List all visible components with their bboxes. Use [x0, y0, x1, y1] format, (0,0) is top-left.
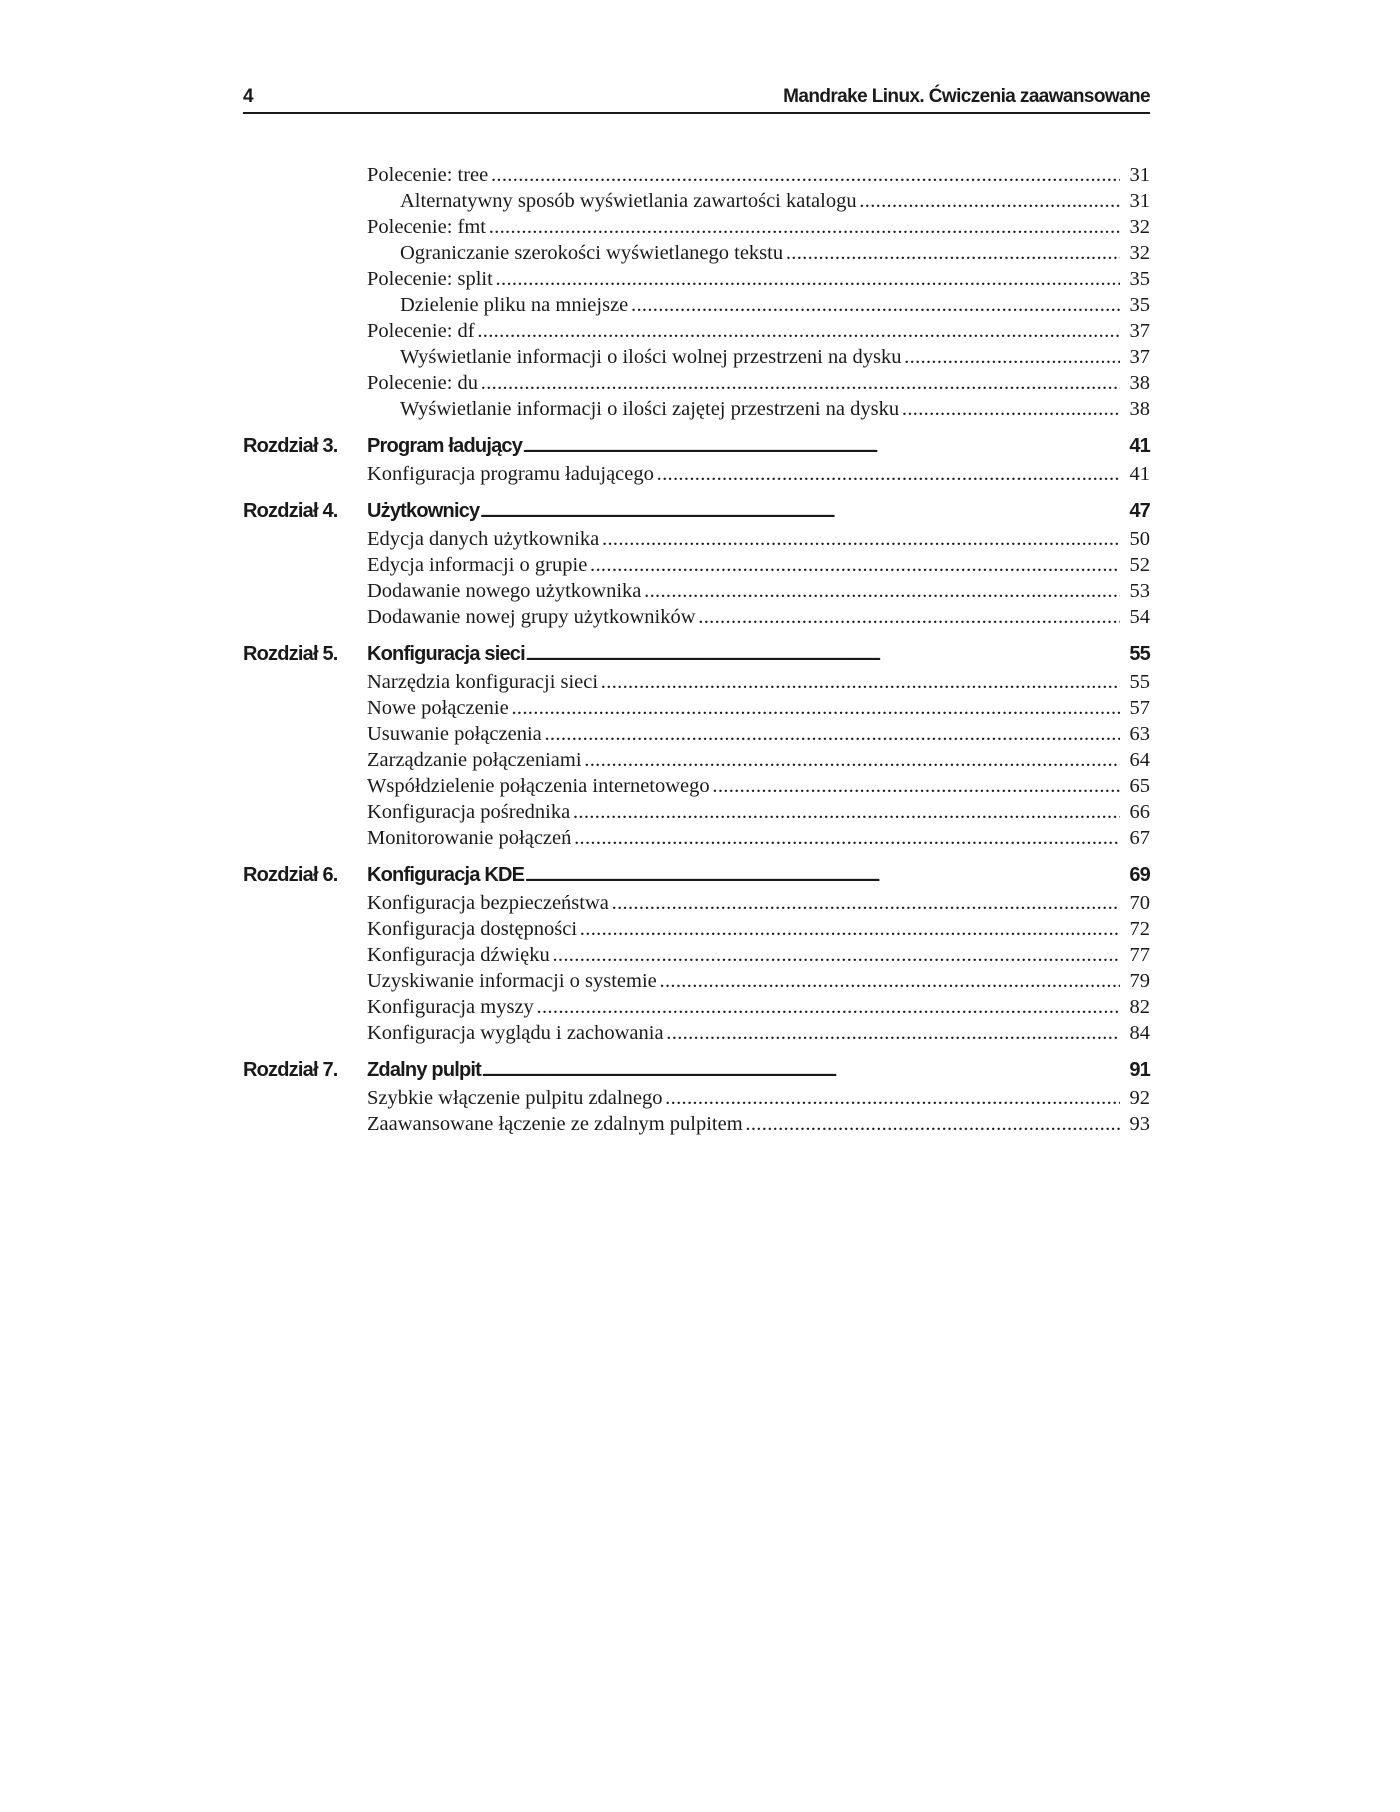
entry-title: Konfiguracja bezpieczeństwa . . .	[367, 890, 1120, 916]
book-title: Mandrake Linux. Ćwiczenia zaawansowane	[783, 86, 1150, 107]
toc-section	[243, 214, 1150, 240]
entry-page-number: 38	[1129, 398, 1150, 420]
entry-page-number: 32	[1129, 216, 1150, 238]
entry-title: Szybkie włączenie pulpitu zdalnego . . .	[367, 1085, 1120, 1111]
entry-page-number: 50	[1129, 528, 1150, 550]
entry-title: Konfiguracja wyglądu i zachowania . . .	[367, 1020, 1120, 1046]
entry-title: Zaawansowane łączenie ze zdalnym pulpitem . . .	[367, 1111, 1120, 1137]
toc-chapter	[243, 431, 1150, 461]
toc-section	[243, 695, 1150, 721]
entry-page-number: 52	[1129, 554, 1150, 576]
toc-section	[243, 799, 1150, 825]
entry-title: Polecenie: du . . .	[367, 370, 1120, 396]
toc-section	[243, 370, 1150, 396]
toc-section	[243, 526, 1150, 552]
toc-section	[243, 968, 1150, 994]
entry-title: Polecenie: split . . .	[367, 266, 1120, 292]
entry-title: Alternatywny sposób wyświetlania zawartości katalogu . . .	[400, 188, 1120, 214]
entry-title: Konfiguracja sieci .....	[367, 639, 1124, 670]
page-number: 4	[243, 86, 253, 107]
chapter-label: Rozdział 4.	[243, 500, 338, 522]
entry-page-number: 31	[1129, 190, 1150, 212]
entry-page-number: 41	[1129, 435, 1150, 457]
chapter-label: Rozdział 5.	[243, 643, 338, 665]
entry-title: Wyświetlanie informacji o ilości zajętej przestrzeni na dysku . . .	[400, 396, 1120, 422]
entry-title: Polecenie: fmt . . .	[367, 214, 1120, 240]
entry-title: Zarządzanie połączeniami . . .	[367, 747, 1120, 773]
entry-page-number: 69	[1129, 864, 1150, 886]
toc-section	[243, 461, 1150, 487]
toc-section	[243, 773, 1150, 799]
toc-section	[243, 942, 1150, 968]
toc-section	[243, 1020, 1150, 1046]
toc-section	[243, 1085, 1150, 1111]
entry-page-number: 37	[1129, 320, 1150, 342]
entry-title: Usuwanie połączenia . . .	[367, 721, 1120, 747]
entry-page-number: 38	[1129, 372, 1150, 394]
entry-page-number: 64	[1129, 749, 1150, 771]
toc-subsection	[243, 396, 1150, 422]
toc-subsection	[243, 188, 1150, 214]
entry-page-number: 72	[1129, 918, 1150, 940]
entry-title: Program ładujący .....	[367, 431, 1124, 462]
entry-page-number: 67	[1129, 827, 1150, 849]
entry-page-number: 55	[1129, 671, 1150, 693]
toc-section	[243, 318, 1150, 344]
entry-page-number: 55	[1129, 643, 1150, 665]
entry-title: Konfiguracja dźwięku . . .	[367, 942, 1120, 968]
entry-title: Współdzielenie połączenia internetowego . . .	[367, 773, 1120, 799]
entry-page-number: 35	[1129, 268, 1150, 290]
toc-subsection	[243, 292, 1150, 318]
running-header	[243, 84, 1150, 114]
toc-chapter	[243, 639, 1150, 669]
entry-title: Monitorowanie połączeń . . .	[367, 825, 1120, 851]
entry-page-number: 77	[1129, 944, 1150, 966]
entry-title: Uzyskiwanie informacji o systemie . . .	[367, 968, 1120, 994]
entry-page-number: 41	[1129, 463, 1150, 485]
entry-title: Ograniczanie szerokości wyświetlanego tekstu . . .	[400, 240, 1120, 266]
entry-page-number: 70	[1129, 892, 1150, 914]
toc-section	[243, 994, 1150, 1020]
toc-subsection	[243, 240, 1150, 266]
chapter-label: Rozdział 6.	[243, 864, 338, 886]
entry-page-number: 54	[1129, 606, 1150, 628]
entry-page-number: 82	[1129, 996, 1150, 1018]
entry-title: Zdalny pulpit .....	[367, 1055, 1124, 1086]
toc-section	[243, 890, 1150, 916]
entry-title: Dzielenie pliku na mniejsze . . .	[400, 292, 1120, 318]
entry-title: Konfiguracja dostępności . . .	[367, 916, 1120, 942]
entry-title: Dodawanie nowej grupy użytkowników . . .	[367, 604, 1120, 630]
toc-section	[243, 1111, 1150, 1137]
toc-chapter	[243, 860, 1150, 890]
entry-title: Polecenie: tree . . .	[367, 162, 1120, 188]
entry-page-number: 47	[1129, 500, 1150, 522]
entry-page-number: 57	[1129, 697, 1150, 719]
entry-page-number: 93	[1129, 1113, 1150, 1135]
entry-title: Edycja danych użytkownika . . .	[367, 526, 1120, 552]
entry-page-number: 66	[1129, 801, 1150, 823]
toc-section	[243, 916, 1150, 942]
entry-title: Wyświetlanie informacji o ilości wolnej przestrzeni na dysku . . .	[400, 344, 1120, 370]
toc-section	[243, 721, 1150, 747]
entry-title: Konfiguracja myszy . . .	[367, 994, 1120, 1020]
toc-section	[243, 747, 1150, 773]
entry-title: Konfiguracja pośrednika . . .	[367, 799, 1120, 825]
entry-page-number: 32	[1129, 242, 1150, 264]
toc-chapter	[243, 496, 1150, 526]
chapter-label: Rozdział 7.	[243, 1059, 338, 1081]
entry-page-number: 35	[1129, 294, 1150, 316]
entry-title: Konfiguracja programu ładującego . . .	[367, 461, 1120, 487]
entry-page-number: 31	[1129, 164, 1150, 186]
toc-section	[243, 552, 1150, 578]
toc-section	[243, 825, 1150, 851]
entry-title: Dodawanie nowego użytkownika . . .	[367, 578, 1120, 604]
chapter-label: Rozdział 3.	[243, 435, 338, 457]
toc-section	[243, 669, 1150, 695]
table-of-contents	[243, 162, 1150, 1137]
entry-page-number: 63	[1129, 723, 1150, 745]
toc-chapter	[243, 1055, 1150, 1085]
entry-title: Nowe połączenie . . .	[367, 695, 1120, 721]
entry-page-number: 92	[1129, 1087, 1150, 1109]
entry-title: Użytkownicy .....	[367, 496, 1124, 527]
entry-page-number: 79	[1129, 970, 1150, 992]
toc-section	[243, 162, 1150, 188]
entry-title: Narzędzia konfiguracji sieci . . .	[367, 669, 1120, 695]
entry-page-number: 91	[1129, 1059, 1150, 1081]
entry-page-number: 37	[1129, 346, 1150, 368]
entry-page-number: 65	[1129, 775, 1150, 797]
toc-section	[243, 266, 1150, 292]
entry-title: Edycja informacji o grupie . . .	[367, 552, 1120, 578]
toc-section	[243, 578, 1150, 604]
entry-title: Konfiguracja KDE .....	[367, 860, 1124, 891]
toc-subsection	[243, 344, 1150, 370]
toc-section	[243, 604, 1150, 630]
entry-title: Polecenie: df . . .	[367, 318, 1120, 344]
entry-page-number: 53	[1129, 580, 1150, 602]
entry-page-number: 84	[1129, 1022, 1150, 1044]
